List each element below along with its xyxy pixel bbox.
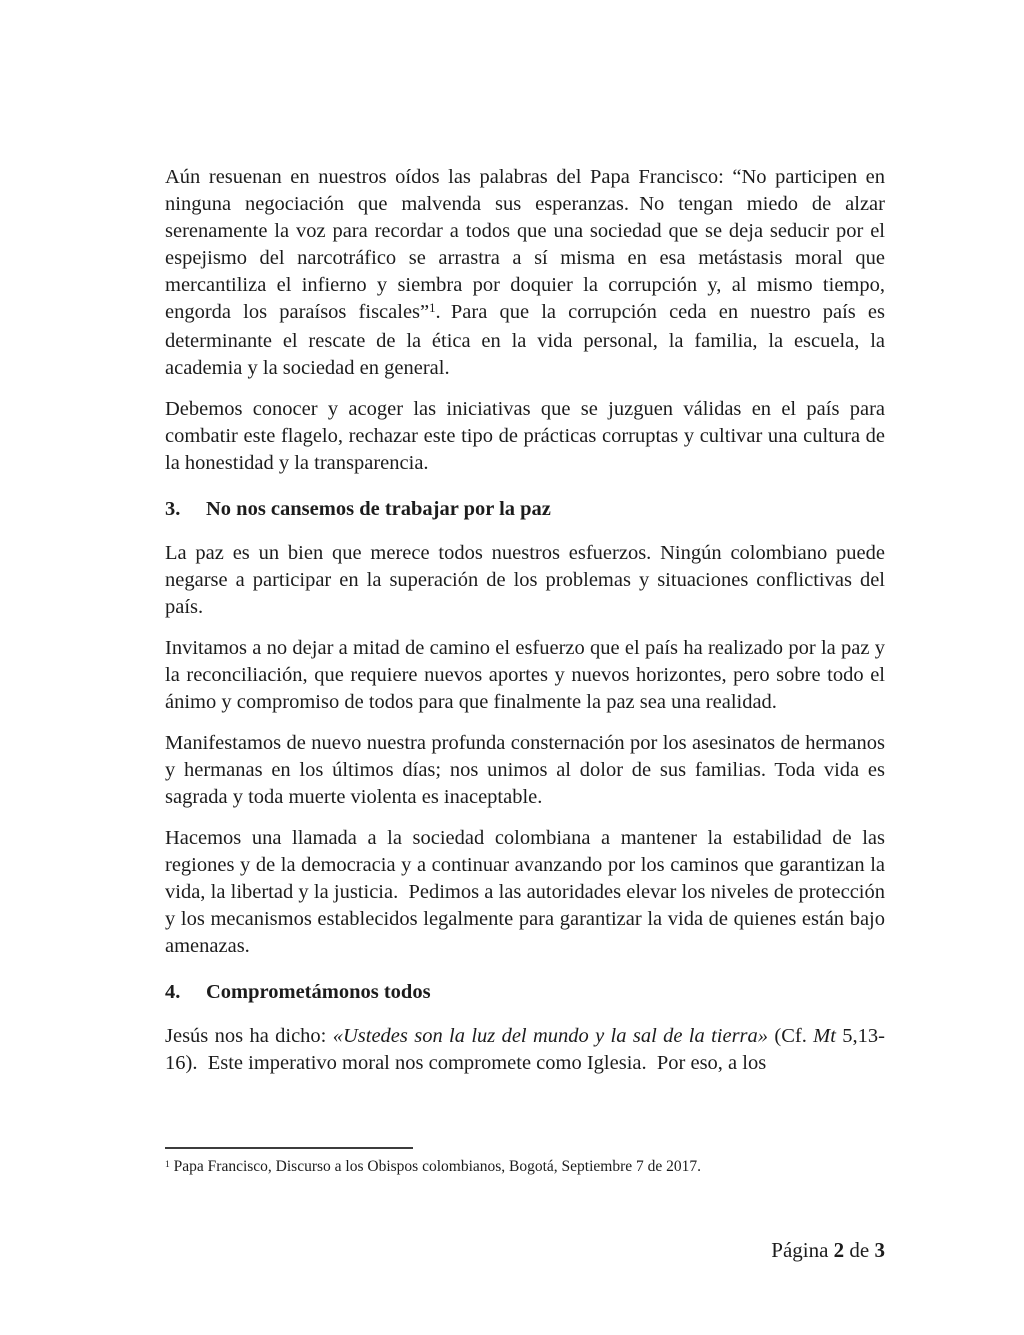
page-footer [771,1237,885,1263]
heading-title: Comprometámonos todos [206,981,431,1003]
paragraph-text: Jesús nos ha dicho: [165,1025,333,1047]
paragraph-text: (Cf. [768,1025,814,1047]
footer-page-number: 2 [833,1238,845,1262]
heading-comprometamonos [165,979,885,1006]
paragraph-hacemos-llamada: Hacemos una llamada a la sociedad colombiana a mantener la estabilidad de las regiones y de la democracia y a continuar avanzando por los caminos que garantizan la vida, la libertad y la justicia. Pedimos a las autoridades elevar los niveles de protección y los mecanismos establecidos legalmente para garantizar la vida de quienes están bajo amenazas. [165,827,885,957]
footer-label: Página [771,1238,834,1262]
heading-number: 4. [165,981,181,1003]
heading-title: No nos cansemos de trabajar por la paz [206,498,551,520]
footnote-marker: 1 [165,1158,170,1170]
paragraph-text: . Para que la corrupción ceda en nuestro país es determinante el rescate de la ética en la vida personal, la familia, la escuela, la academia y la sociedad en general. [165,301,885,379]
heading-number: 3. [165,498,181,520]
footnote-text: Papa Francisco, Discurso a los Obispos colombianos, Bogotá, Septiembre 7 de 2017. [169,1158,702,1175]
paragraph-text: 5,13-16). Este imperativo moral nos compromete como Iglesia. Por eso, a los [165,1025,885,1074]
footnote [165,1157,885,1178]
paragraph-jesus-dicho [165,1023,885,1077]
footer-total-pages: 3 [874,1238,885,1262]
paragraph-papa-francisco-quote [165,164,885,382]
footnote-reference: 1 [429,301,436,316]
paragraph-invitamos: Invitamos a no dejar a mitad de camino el esfuerzo que el país ha realizado por la paz y la reconciliación, que requiere nuevos aportes y nuevos horizontes, pero sobre todo el ánimo y compromiso de todos para que finalmente la paz sea una realidad. [165,637,885,713]
scripture-book-abbreviation: Mt [813,1025,836,1047]
paragraph-manifestamos: Manifestamos de nuevo nuestra profunda consternación por los asesinatos de hermanos y hermanas en los últimos días; nos unimos al dolor de sus familias. Toda vida es sagrada y toda muerte violenta es inaceptable. [165,732,885,808]
footer-separator: de [844,1238,875,1262]
paragraph-text: Aún resuenan en nuestros oídos las palabras del Papa Francisco: “No participen en ninguna negociación que malvenda sus esperanzas. No tengan miedo de alzar serenamente la voz para recordar a todos que una sociedad que se deja seducir por el espejismo del narcotráfico se arrastra a sí misma en esa metástasis moral que mercantiliza el infierno y siembra por doquier la corrupción y, al mismo tiempo, engorda los paraísos fiscales” [165,166,885,323]
paragraph-la-paz: La paz es un bien que merece todos nuestros esfuerzos. Ningún colombiano puede negarse a participar en la superación de los problemas y situaciones conflictivas del país. [165,542,885,618]
footnote-separator-line [165,1147,413,1149]
heading-no-nos-cansemos [165,496,885,523]
scripture-quote: «Ustedes son la luz del mundo y la sal de la tierra» [332,1025,769,1047]
paragraph-debemos-conocer: Debemos conocer y acoger las iniciativas que se juzguen válidas en el país para combatir este flagelo, rechazar este tipo de prácticas corruptas y cultivar una cultura de la honestidad y la transparencia. [165,398,885,474]
